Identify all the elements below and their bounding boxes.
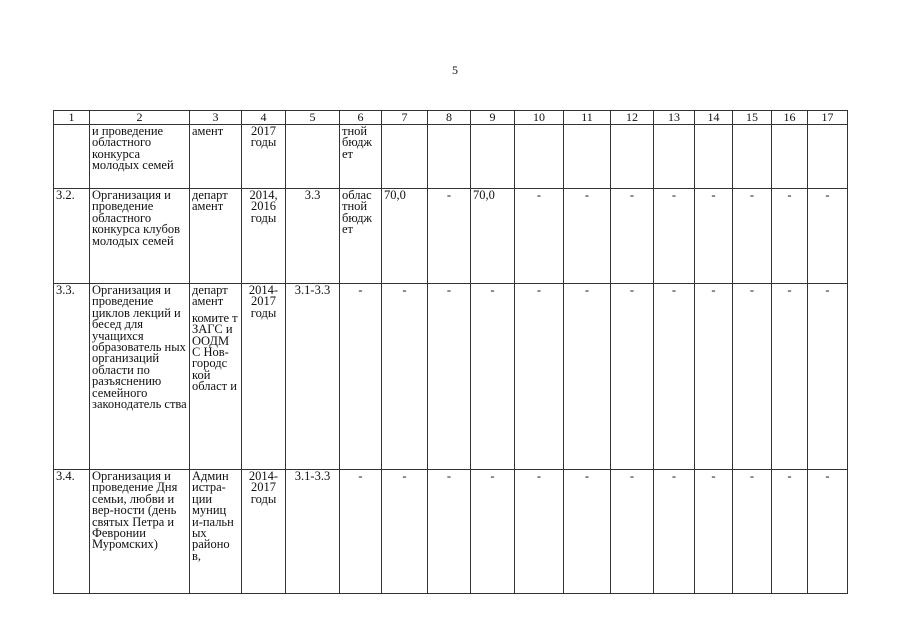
target-indicator: 3.1-3.3 <box>286 470 340 594</box>
value-cell: - <box>611 470 654 594</box>
column-number-row <box>54 111 848 125</box>
header-cell: 17 <box>808 111 848 125</box>
value-cell <box>695 125 733 189</box>
header-cell: 8 <box>428 111 471 125</box>
activity-name: Организация и проведение циклов лекций и бесед для учащихся образователь ных организаций области по разъяснению семейного законодатель ства <box>90 284 190 470</box>
value-cell: - <box>733 470 772 594</box>
value-cell: - <box>382 470 428 594</box>
value-cell <box>428 125 471 189</box>
funding-source: тной бюдж ет <box>340 125 382 189</box>
value-cell: - <box>471 284 515 470</box>
table-row <box>54 189 848 284</box>
value-cell: - <box>611 284 654 470</box>
header-cell: 4 <box>242 111 286 125</box>
header-cell: 13 <box>654 111 695 125</box>
value-cell <box>733 125 772 189</box>
table-row <box>54 284 848 470</box>
funding-source: - <box>340 284 382 470</box>
header-cell: 10 <box>515 111 564 125</box>
value-cell: - <box>654 189 695 284</box>
value-cell: - <box>695 189 733 284</box>
table-row <box>54 470 848 594</box>
header-cell: 14 <box>695 111 733 125</box>
value-cell: - <box>772 189 808 284</box>
value-cell: - <box>471 470 515 594</box>
value-cell <box>471 125 515 189</box>
executor-label: Админ истра-ции муниц и-пальн ых районо в, <box>192 469 234 563</box>
value-cell: - <box>772 470 808 594</box>
value-cell <box>564 125 611 189</box>
value-cell: - <box>733 189 772 284</box>
value-cell: - <box>515 189 564 284</box>
funding-source: - <box>340 470 382 594</box>
value-cell: - <box>515 284 564 470</box>
row-number: 3.3. <box>54 284 90 470</box>
executor <box>190 284 242 470</box>
target-indicator <box>286 125 340 189</box>
funding-source: облас тной бюдж ет <box>340 189 382 284</box>
header-cell: 3 <box>190 111 242 125</box>
activity-name: Организация и проведение областного конкурса клубов молодых семей <box>90 189 190 284</box>
value-cell <box>515 125 564 189</box>
row-number: 3.2. <box>54 189 90 284</box>
value-cell: - <box>808 284 848 470</box>
period: 2014-2017 годы <box>242 470 286 594</box>
activity-name: и проведение областного конкурса молодых семей <box>90 125 190 189</box>
value-cell <box>772 125 808 189</box>
row-number: 3.4. <box>54 470 90 594</box>
value-cell: 70,0 <box>471 189 515 284</box>
period: 2014-2017 годы <box>242 284 286 470</box>
header-cell: 12 <box>611 111 654 125</box>
table-row <box>54 125 848 189</box>
value-cell: 70,0 <box>382 189 428 284</box>
value-cell: - <box>808 470 848 594</box>
value-cell: - <box>564 189 611 284</box>
program-activities-table <box>53 110 848 594</box>
row-number <box>54 125 90 189</box>
value-cell: - <box>654 284 695 470</box>
executor <box>190 470 242 594</box>
target-indicator: 3.3 <box>286 189 340 284</box>
executor-label: департ амент <box>192 283 228 309</box>
value-cell <box>808 125 848 189</box>
activity-name: Организация и проведение Дня семьи, любви и вер-ности (день святых Петра и Февронии Муромских) <box>90 470 190 594</box>
header-cell: 6 <box>340 111 382 125</box>
executor-label: департ амент <box>192 188 228 214</box>
value-cell: - <box>695 470 733 594</box>
value-cell <box>654 125 695 189</box>
header-cell: 5 <box>286 111 340 125</box>
header-cell: 7 <box>382 111 428 125</box>
executor-label: амент <box>192 124 224 138</box>
value-cell: - <box>428 470 471 594</box>
value-cell: - <box>808 189 848 284</box>
header-cell: 1 <box>54 111 90 125</box>
period: 2017 годы <box>242 125 286 189</box>
value-cell: - <box>564 284 611 470</box>
header-cell: 2 <box>90 111 190 125</box>
header-cell: 9 <box>471 111 515 125</box>
executor <box>190 189 242 284</box>
value-cell: - <box>695 284 733 470</box>
target-indicator: 3.1-3.3 <box>286 284 340 470</box>
period: 2014, 2016 годы <box>242 189 286 284</box>
executor <box>190 125 242 189</box>
value-cell: - <box>428 284 471 470</box>
executor-label: комите т ЗАГС и ООДМ С Нов-городс кой област и <box>192 310 238 394</box>
header-cell: 15 <box>733 111 772 125</box>
value-cell: - <box>733 284 772 470</box>
header-cell: 16 <box>772 111 808 125</box>
value-cell: - <box>382 284 428 470</box>
value-cell: - <box>654 470 695 594</box>
value-cell: - <box>564 470 611 594</box>
value-cell: - <box>611 189 654 284</box>
page-number: 5 <box>452 63 458 77</box>
value-cell <box>382 125 428 189</box>
header-cell: 11 <box>564 111 611 125</box>
value-cell <box>611 125 654 189</box>
value-cell: - <box>428 189 471 284</box>
value-cell: - <box>515 470 564 594</box>
value-cell: - <box>772 284 808 470</box>
